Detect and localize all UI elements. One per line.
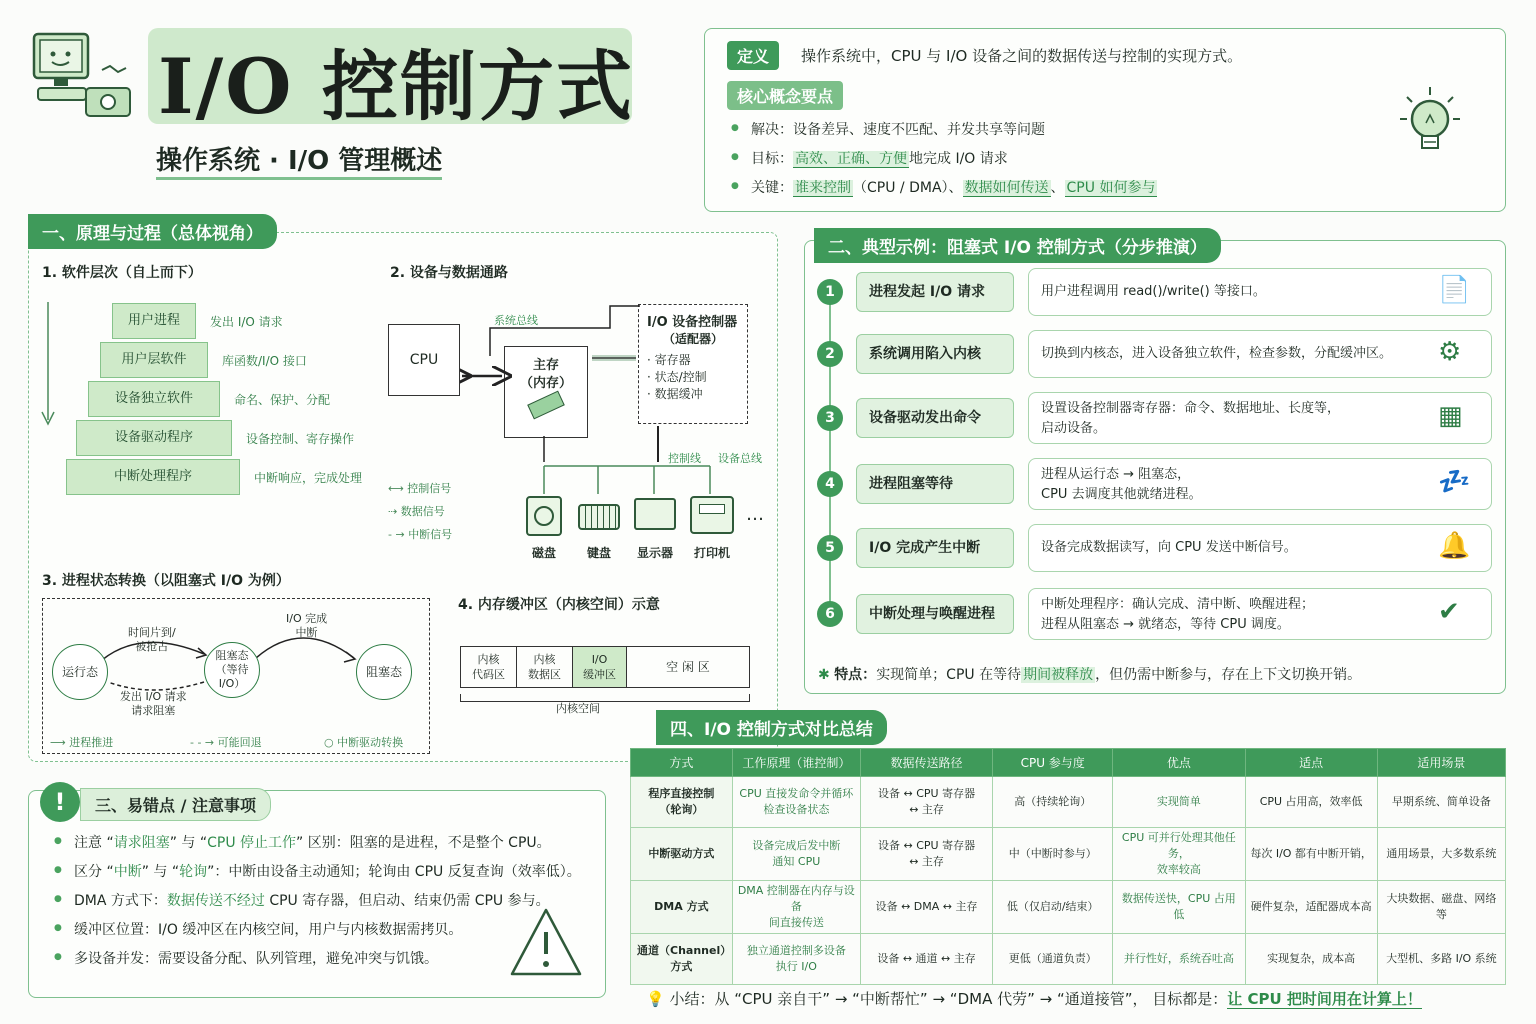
controller-item: · 数据缓冲	[647, 387, 703, 401]
device-label-keyboard: 键盘	[586, 546, 611, 560]
lightbulb-small-icon: 💡	[646, 990, 665, 1008]
table-cell: 实现简单	[1113, 777, 1245, 828]
table-cell: 中（中断时参与）	[993, 828, 1113, 881]
concept-bullet-goal: ● 目标： 高效、正确、方便 地完成 I/O 请求	[751, 148, 1008, 168]
step-title: 系统调用陷入内核	[856, 334, 1014, 374]
system-bus-label: 系统总线	[494, 314, 538, 327]
layer-note: 中断响应，完成处理	[254, 471, 363, 485]
caution-item: ● 注意 “请求阻塞” 与 “CPU 停止工作” 区别：阻塞的是进程，不是整个 CPU。	[74, 832, 551, 852]
step-description: 中断处理程序：确认完成、清中断、唤醒进程； 进程从阻塞态 → 就绪态，等待 CPU 调度。	[1028, 588, 1492, 640]
section-1-title: 一、原理与过程（总体视角）	[28, 214, 277, 249]
legend-control: ⟷ 控制信号	[388, 482, 452, 495]
step-number: 3	[817, 405, 843, 431]
state-legend-interrupt: ○ 中断驱动转换	[324, 736, 404, 749]
caution-item: ● 区分 “中断” 与 “轮询”：中断由设备主动通知；轮询由 CPU 反复查询（效率低）。	[74, 861, 581, 881]
device-label-monitor: 显示器	[636, 546, 673, 560]
table-header: 数据传送路径	[860, 749, 992, 777]
step-number: 5	[817, 535, 843, 561]
table-cell: DMA 控制器在内存与设备 间直接传送	[732, 881, 860, 934]
table-cell: CPU 可并行处理其他任务， 效率较高	[1113, 828, 1245, 881]
transition-label-io-done: I/O 完成 中断	[286, 612, 328, 639]
step-title: 进程发起 I/O 请求	[856, 272, 1014, 312]
table-row	[631, 934, 1506, 985]
table-cell: 早期系统、简单设备	[1377, 777, 1505, 828]
definition-panel	[704, 28, 1506, 212]
table-header: CPU 参与度	[993, 749, 1113, 777]
table-cell: 设备 ↔ DMA ↔ 主存	[860, 881, 992, 934]
caution-item: ● 多设备并发：需要设备分配、队列管理，避免冲突与饥饿。	[74, 948, 438, 968]
step-title: I/O 完成产生中断	[856, 528, 1014, 568]
table-cell: 大块数据、磁盘、网络等	[1377, 881, 1505, 934]
transition-label-preempt: 时间片到/ 被抢占	[128, 626, 176, 653]
printer-icon	[690, 496, 734, 534]
device-label-printer: 打印机	[693, 546, 730, 560]
state-transition-title: 3. 进程状态转换（以阻塞式 I/O 为例）	[42, 573, 290, 589]
table-cell: 硬件复杂，适配器成本高	[1245, 881, 1377, 934]
step-icon: 🔔	[1438, 531, 1471, 561]
caution-item: ● DMA 方式下：数据传送不经过 CPU 寄存器，但启动、结束仍需 CPU 参与。	[74, 890, 550, 910]
table-cell: 设备 ↔ CPU 寄存器 ↔ 主存	[860, 828, 992, 881]
table-row	[631, 881, 1506, 934]
step-title: 进程阻塞等待	[856, 464, 1014, 504]
step-icon: 📄	[1438, 275, 1471, 305]
table-cell: CPU 直接发命令并循环 检查设备状态	[732, 777, 860, 828]
monitor-icon	[634, 498, 676, 530]
definition-text: 操作系统中，CPU 与 I/O 设备之间的数据传送与控制的实现方式。	[801, 47, 1243, 65]
table-cell: 设备完成后发中断 通知 CPU	[732, 828, 860, 881]
controller-item: · 寄存器	[647, 353, 691, 367]
step-number: 2	[817, 341, 843, 367]
step-icon: 💤	[1438, 467, 1471, 497]
table-cell: 通用场景，大多数系统	[1377, 828, 1505, 881]
caution-item: ● 缓冲区位置：I/O 缓冲区在内核空间，用户与内核数据需拷贝。	[74, 919, 462, 939]
step-icon: ▦	[1438, 401, 1463, 431]
table-cell: 数据传送快，CPU 占用低	[1113, 881, 1245, 934]
warning-triangle-icon	[506, 904, 586, 984]
concept-tag: 核心概念要点	[727, 81, 843, 110]
table-cell: 实现复杂，成本高	[1245, 934, 1377, 985]
step-title: 设备驱动发出命令	[856, 398, 1014, 438]
step-number: 6	[817, 601, 843, 627]
alert-badge-icon: !	[40, 782, 80, 822]
transition-label-request: 发出 I/O 请求 请求阻塞	[120, 690, 187, 717]
controller-title: I/O 设备控制器	[647, 315, 738, 330]
device-bus-label: 设备总线	[718, 452, 762, 465]
step-description: 设备完成数据读写，向 CPU 发送中断信号。	[1028, 524, 1492, 572]
table-cell: 通道（Channel）方式	[631, 934, 733, 985]
state-blocked-waiting: 阻塞态 （等待 I/O）	[204, 642, 260, 698]
comparison-table	[630, 748, 1506, 985]
layer-note: 设备控制、寄存操作	[246, 432, 355, 446]
buffer-cell: 内核 数据区	[517, 647, 573, 687]
layer-box: 设备独立软件	[88, 381, 220, 417]
step-description: 用户进程调用 read()/write() 等接口。	[1028, 268, 1492, 316]
summary-line: 💡 小结：从 “CPU 亲自干” → “中断帮忙” → “DMA 代劳” → “通道接管”， 目标都是：让 CPU 把时间用在计算上！	[646, 990, 1422, 1008]
layer-note: 库函数/I/O 接口	[222, 354, 307, 368]
section-3-title: 三、易错点 / 注意事项	[80, 788, 271, 821]
step-description: 进程从运行态 → 阻塞态， CPU 去调度其他就绪进程。	[1028, 458, 1492, 510]
concept-bullet-key: ● 关键： 谁来控制 （CPU / DMA）、 数据如何传送 、 CPU 如何参与	[751, 177, 1157, 197]
layer-box: 中断处理程序	[66, 459, 240, 495]
table-cell: 低（仅启动/结束）	[993, 881, 1113, 934]
table-header: 适点	[1245, 749, 1377, 777]
state-blocked: 阻塞态	[356, 644, 412, 700]
table-cell: 更低（通道负责）	[993, 934, 1113, 985]
device-label-disk: 磁盘	[531, 546, 556, 560]
table-header: 适用场景	[1377, 749, 1505, 777]
software-layers-title: 1. 软件层次（自上而下）	[42, 265, 202, 281]
buffer-cell-free: 空 闲 区	[666, 660, 710, 674]
table-cell: CPU 占用高，效率低	[1245, 777, 1377, 828]
buffer-label: 内核空间	[556, 702, 600, 715]
down-arrow-icon	[40, 302, 56, 430]
table-cell: 每次 I/O 都有中断开销，	[1245, 828, 1377, 881]
control-line-label: 控制线	[668, 452, 701, 465]
table-header: 方式	[631, 749, 733, 777]
buffer-bracket	[460, 694, 750, 702]
concept-bullet-solve: ● 解决：设备差异、速度不匹配、并发共享等问题	[751, 119, 1045, 139]
table-cell: DMA 方式	[631, 881, 733, 934]
keyboard-icon	[578, 504, 620, 530]
page-title: I/O 控制方式	[158, 42, 634, 131]
section-4-title: 四、I/O 控制方式对比总结	[656, 710, 887, 745]
step-number: 4	[817, 471, 843, 497]
data-path-title: 2. 设备与数据通路	[390, 265, 508, 281]
lightbulb-icon	[1385, 79, 1475, 173]
disk-icon	[526, 496, 562, 536]
definition-tag: 定义	[727, 41, 779, 70]
layer-box: 设备驱动程序	[76, 420, 232, 456]
cpu-box: CPU	[388, 324, 460, 396]
memory-label: 主存 （内存）	[519, 358, 572, 391]
step-title: 中断处理与唤醒进程	[856, 594, 1014, 634]
table-cell: 设备 ↔ 通道 ↔ 主存	[860, 934, 992, 985]
star-icon: ✱	[818, 667, 830, 683]
step-description: 设置设备控制器寄存器：命令、数据地址、长度等， 启动设备。	[1028, 392, 1492, 444]
table-cell: 并行性好，系统吞吐高	[1113, 934, 1245, 985]
more-devices: …	[746, 504, 764, 525]
layer-box: 用户层软件	[100, 342, 208, 378]
buffer-cell: 内核 代码区	[461, 647, 517, 687]
layer-note: 命名、保护、分配	[234, 393, 331, 407]
step-icon: ⚙	[1438, 337, 1462, 367]
state-legend-back: - - → 可能回退	[190, 736, 262, 749]
table-header: 工作原理（谁控制）	[732, 749, 860, 777]
controller-item: · 状态/控制	[647, 370, 707, 384]
feature-line: ✱ 特点：实现简单；CPU 在等待 期间被释放 ，但仍需中断参与，存在上下文切换开销。	[818, 667, 1362, 683]
step-description: 切换到内核态，进入设备独立软件，检查参数，分配缓冲区。	[1028, 330, 1492, 378]
layer-box: 用户进程	[112, 303, 196, 339]
computer-logo-icon	[30, 30, 134, 122]
buffer-title: 4. 内存缓冲区（内核空间）示意	[458, 597, 660, 613]
buffer-strip	[460, 646, 750, 688]
table-row	[631, 828, 1506, 881]
table-cell: 设备 ↔ CPU 寄存器 ↔ 主存	[860, 777, 992, 828]
legend-interrupt: - → 中断信号	[388, 528, 453, 541]
table-cell: 大型机、多路 I/O 系统	[1377, 934, 1505, 985]
table-row	[631, 777, 1506, 828]
step-icon: ✔	[1438, 597, 1460, 627]
state-legend-forward: ⟶ 进程推进	[50, 736, 114, 749]
bus-arrows	[460, 296, 760, 510]
controller-subtitle: （适配器）	[662, 332, 723, 346]
layer-note: 发出 I/O 请求	[210, 315, 283, 329]
table-cell: 中断驱动方式	[631, 828, 733, 881]
buffer-cell-io: I/O 缓冲区	[573, 647, 627, 687]
table-cell: 高（持续轮询）	[993, 777, 1113, 828]
table-header: 优点	[1113, 749, 1245, 777]
table-cell: 独立通道控制多设备 执行 I/O	[732, 934, 860, 985]
step-number: 1	[817, 279, 843, 305]
legend-data: ⇢ 数据信号	[388, 505, 445, 518]
section-2-title: 二、典型示例：阻塞式 I/O 控制方式（分步推演）	[814, 228, 1221, 263]
page-subtitle: 操作系统 · I/O 管理概述	[156, 140, 442, 180]
state-running: 运行态	[52, 644, 108, 700]
table-cell: 程序直接控制 （轮询）	[631, 777, 733, 828]
